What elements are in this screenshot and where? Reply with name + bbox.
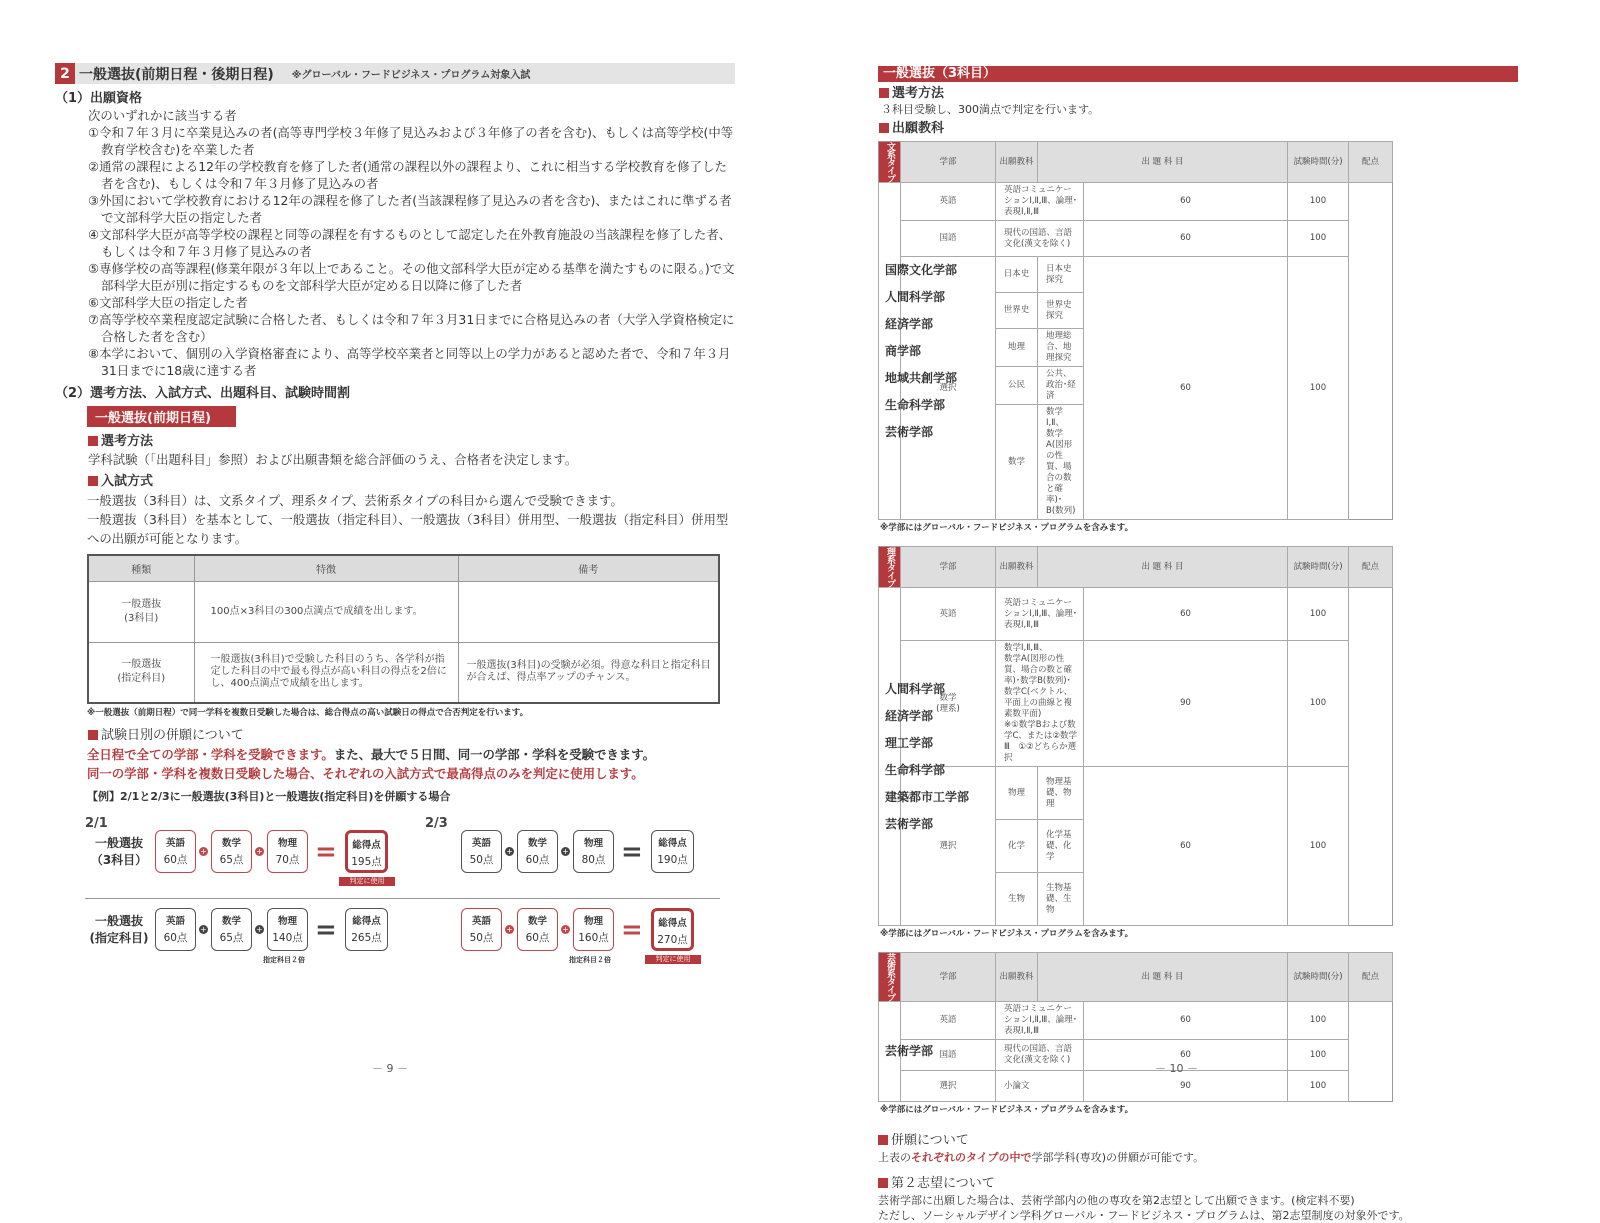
subject-cell: 数学Ⅰ,Ⅱ,Ⅲ、 数学A(図形の性質、場合の数と確率)･数学B(数列)･ 数学C(ベクトル、平面上の曲線と複素数平面) ※①数学Bおよび数学C、または②数学Ⅲ ①②どちらか選択 [996,641,1084,767]
schedule-label: 一般選抜(前期日程) [87,406,236,427]
subject-name: 物理 [277,838,297,849]
right-method-heading: 選考方法 [879,85,944,103]
col-time: 試験時間(分) [1288,547,1349,588]
qualification-heading: （1）出願資格 [55,91,143,106]
total-score: 190点 [657,854,688,866]
table-row [879,183,1393,221]
double-score-note: 指定科目２倍 [263,956,305,964]
subject-cell: 英語コミュニケーションⅠ,Ⅱ,Ⅲ、論理･表現Ⅰ,Ⅱ,Ⅲ [996,1002,1084,1040]
multi-red-2: 同一の学部・学科を複数日受験した場合、それぞれの入試方式で最高得点のみを判定に使用します。 [87,766,644,781]
subject-cell: 化学基礎、化学 [1038,820,1084,873]
points-cell: 100 [1288,767,1349,926]
plus-icon: + [506,847,513,856]
remark-cell: 一般選抜(3科目)の受験が必須。得意な科目と指定科目が合えば、得点率アップのチャンス。 [458,642,719,703]
subject-name: 数学 [221,916,241,927]
kyoka-cell: 選択 [901,767,996,926]
multi-app-heading: 併願について [878,1132,969,1150]
time-cell: 60 [1084,588,1288,641]
total-label: 総得点 [658,918,687,929]
used-for-judgement-tag: 判定に使用 [339,877,395,886]
faculty-name: 生命科学部 [885,397,946,412]
subject-score: 70点 [275,854,300,866]
type-label: 芸術系タイプ [879,953,901,1002]
sub-subject-cell: 世界史 [996,293,1038,329]
plus-icon: + [562,925,569,934]
col-time: 試験時間(分) [1288,953,1349,1002]
faculty-name: 芸術学部 [885,816,934,831]
subjects-table [878,546,1393,926]
feature-cell: 100点×3科目の300点満点で成績を出します。 [194,581,458,642]
col-kyoka: 出願教科 [996,547,1038,588]
time-cell: 90 [1084,641,1288,767]
kyoka-cell: 国語 [901,1040,996,1071]
multi-app-pre: 上表の [878,1151,911,1164]
table-row [879,641,1393,767]
used-for-judgement-tag: 判定に使用 [645,955,701,964]
subject-cell: 数学Ⅰ,Ⅱ、 数学A(図形の性質、場合の数と確率)･B(数列) [1038,405,1084,520]
method-text: 学科試験（「出題科目」参照）および出願書類を総合評価のうえ、合格者を決定します。 [88,452,578,467]
equals-icon: = [621,915,643,945]
col-type: 種類 [88,555,194,581]
plus-icon: + [256,847,263,856]
subject-name: 英語 [165,838,185,849]
points-cell: 100 [1288,183,1349,221]
total-label: 総得点 [658,838,687,849]
format-table [87,554,720,704]
multi-app-text [878,1150,1204,1165]
example-case [85,908,415,968]
right-page-content [878,141,1518,1223]
total-label: 総得点 [352,840,381,851]
faculty-name: 商学部 [885,343,922,358]
qualification-list [88,107,735,379]
subject-cell: 生物基礎、生物 [1038,873,1084,926]
subject-score: 160点 [578,932,609,944]
total-score: 270点 [657,934,688,946]
subject-name: 英語 [165,916,185,927]
subject-score-box [517,908,558,951]
subject-cell: 現代の国語、言語文化(漢文を除く) [996,221,1084,257]
faculty-name: 芸術学部 [885,1044,934,1058]
sub-subject-cell: 化学 [996,820,1038,873]
subject-score: 140点 [272,932,303,944]
second-choice-text [878,1193,1410,1223]
subject-name: 英語 [471,916,491,927]
example-date: 2/3 [425,816,448,831]
table-row [879,588,1393,641]
subject-name: 数学 [221,838,241,849]
multi-red-1: 全日程で全ての学部・学科を受験できます。 [87,747,334,762]
type-line2: (指定科目) [117,673,166,685]
type-cell [88,642,194,703]
sub-subject-cell: 公民 [996,367,1038,405]
subject-score-box [155,830,196,873]
subject-score: 60点 [525,932,550,944]
example-case [85,816,415,890]
sub-subject-cell: 生物 [996,873,1038,926]
qualification-item: ⑧本学において、個別の入学資格審査により、高等学校卒業者と同等以上の学力があると認めた者で、令和７年３月31日までに18歳に達する者 [88,346,731,378]
subject-cell: 英語コミュニケーションⅠ,Ⅱ,Ⅲ、論理･表現Ⅰ,Ⅱ,Ⅲ [996,183,1084,221]
example-case [391,816,721,890]
points-cell: 100 [1288,257,1349,520]
total-score: 195点 [351,856,382,868]
subject-cell: 公共、政治･経済 [1038,367,1084,405]
time-cell: 60 [1084,183,1288,221]
subject-cell: 日本史探究 [1038,257,1084,293]
kyoka-cell: 選択 [901,257,996,520]
col-kyoka: 出願教科 [996,142,1038,183]
subject-name: 物理 [277,916,297,927]
subject-cell: 物理基礎、物理 [1038,767,1084,820]
total-score-box [651,830,694,873]
faculty-cell [879,1002,934,1102]
col-points: 配点 [1349,142,1393,183]
kyoka-cell: 英語 [901,183,996,221]
col-points: 配点 [1349,547,1393,588]
col-kyoka: 出願教科 [996,953,1038,1002]
multi-text [87,745,655,783]
faculty-name: 生命科学部 [885,762,946,777]
time-cell: 60 [1084,1002,1288,1040]
section-header [55,63,735,84]
time-cell: 60 [1084,221,1288,257]
faculty-name: 経済学部 [885,708,934,723]
subject-name: 数学 [527,838,547,849]
example-date: 2/1 [85,816,108,831]
page-number: － 10 － [1155,1062,1198,1075]
subjects-heading: 出願教科 [879,120,944,138]
sub-subject-cell: 物理 [996,767,1038,820]
points-cell: 100 [1288,588,1349,641]
time-cell: 60 [1084,1040,1288,1071]
remark-cell [458,581,719,642]
example-case [391,908,721,968]
table-row [879,1071,1393,1102]
right-header: 一般選抜（3科目） [878,66,1518,82]
second-choice-text-2: ただし、ソーシャルデザイン学科グローバル・フードビジネス・プログラムは、第2志望制度の対象外です。 [878,1209,1410,1222]
faculty-name: 地域共創学部 [885,370,958,385]
table-row [879,1002,1393,1040]
kyoka-cell: 数学 (理系) [901,641,996,767]
type-line1: 一般選抜 [121,598,162,610]
subject-score: 50点 [469,932,494,944]
type-cell [88,581,194,642]
subjects-tables [878,141,1393,1128]
plus-icon: + [200,847,207,856]
subject-score-box [573,908,614,951]
subject-cell: 現代の国語、言語文化(漢文を除く) [996,1040,1084,1071]
format-text-2: 一般選抜（3科目）を基本として、一般選抜（指定科目）、一般選抜（3科目）併用型、一般選抜（指定科目）併用型への出願が可能となります。 [87,512,729,546]
table-header-row [879,142,1393,183]
total-score-box [651,908,694,951]
table-note: ※学部にはグローバル・フードビジネス・プログラムを含みます。 [880,1105,1134,1115]
col-faculty: 学部 [901,547,996,588]
subject-name: 数学 [527,916,547,927]
kyoka-cell: 国語 [901,221,996,257]
table-row [88,581,719,642]
plus-icon: + [256,925,263,934]
subject-score-box [461,830,502,873]
method-line1: 一般選抜 [94,836,143,850]
kyoka-cell: 英語 [901,588,996,641]
qualification-items [88,124,735,379]
subject-score: 60点 [163,854,188,866]
second-choice-text-1: 芸術学部に出願した場合は、芸術学部内の他の専攻を第2志望として出願できます。(検定料不要) [878,1194,1355,1207]
equals-icon: = [315,837,337,867]
format-text [87,491,735,548]
qualification-lead: 次のいずれかに該当する者 [88,108,237,123]
subject-score-box [211,830,252,873]
table-note: ※一般選抜（前期日程）で同一学科を複数日受験した場合は、総合得点の高い試験日の得点で合否判定を行います。 [87,708,529,718]
faculty-name: 芸術学部 [885,424,934,439]
subject-score: 65点 [219,932,244,944]
table-header-row [879,953,1393,1002]
method-heading: 選考方法 [88,433,153,451]
qualification-item: ⑦高等学校卒業程度認定試験に合格した者、もしくは令和７年３月31日までに合格見込みの者（大学入学資格検定に合格した者を含む） [88,312,735,344]
subject-cell: 世界史探究 [1038,293,1084,329]
faculty-name: 国際文化学部 [885,262,958,277]
subject-score-box [211,908,252,951]
qualification-item: ④文部科学大臣が高等学校の課程と同等の課程を有するものとして認定した在外教育施設の当該課程を修了した者、もしくは令和７年３月修了見込みの者 [88,227,732,259]
feature-cell: 一般選抜(3科目)で受験した科目のうち、各学科が指定した科目の中で最も得点が高い科目の得点を2倍にし、400点満点で成績を出します。 [194,642,458,703]
col-kamoku: 出 題 科 目 [1038,142,1288,183]
method-label [85,913,153,947]
section-note: ※グローバル・フードビジネス・プログラム対象入試 [291,70,531,81]
format-text-1: 一般選抜（3科目）は、文系タイプ、理系タイプ、芸術系タイプの科目から選んで受験できます。 [87,493,623,508]
faculty-name: 理工学部 [885,735,934,750]
plus-icon: + [506,925,513,934]
type-label: 文系タイプ [879,142,901,183]
total-score-box [345,908,388,951]
subject-cell: 英語コミュニケーションⅠ,Ⅱ,Ⅲ、論理･表現Ⅰ,Ⅱ,Ⅲ [996,588,1084,641]
example-diagram [55,808,735,964]
points-cell: 100 [1288,641,1349,767]
subject-score-box [155,908,196,951]
qualification-item: ①令和７年３月に卒業見込みの者(高等専門学校３年修了見込みおよび３年修了の者を含む)、もしくは高等学校(中等教育学校含む)を卒業した者 [88,125,734,157]
kyoka-cell: 選択 [901,1071,996,1102]
table-note: ※学部にはグローバル・フードビジネス・プログラムを含みます。 [880,523,1134,533]
subject-cell: 小論文 [996,1071,1084,1102]
subjects-table [878,952,1393,1102]
format-heading: 入試方式 [88,473,153,491]
time-cell: 60 [1084,257,1288,520]
plus-icon: + [562,847,569,856]
subject-score: 60点 [163,932,188,944]
multi-app-red: それぞれのタイプの中で [911,1151,1032,1164]
sub-subject-cell: 数学 [996,405,1038,520]
example-divider [85,898,720,899]
subject-score: 65点 [219,854,244,866]
sub-subject-cell: 地理 [996,329,1038,367]
subjects-table [878,141,1393,520]
method-line1: 一般選抜 [94,914,143,928]
time-cell: 90 [1084,1071,1288,1102]
subject-score: 60点 [525,854,550,866]
col-points: 配点 [1349,953,1393,1002]
subject-cell: 地理総合、地理探究 [1038,329,1084,367]
col-faculty: 学部 [901,953,996,1002]
col-feature: 特徴 [194,555,458,581]
total-score-box [345,830,388,873]
example-title: 【例】2/1と2/3に一般選抜(3科目)と一般選抜(指定科目)を併願する場合 [87,790,451,803]
left-page-content [55,90,735,964]
faculty-name: 経済学部 [885,316,934,331]
method-line2: (指定科目) [89,931,149,945]
qualification-item: ⑤専修学校の高等課程(修業年限が３年以上であること。その他文部科学大臣が定める基準を満たすものに限る。)で文部科学大臣が別に指定するものを文部科学大臣が定める日以降に修了した者 [88,261,735,293]
qualification-item: ②通常の課程による12年の学校教育を修了した者(通常の課程以外の課程より、これに相当する学校教育を修了した者を含む)、もしくは令和７年３月修了見込みの者 [88,159,727,191]
col-faculty: 学部 [901,142,996,183]
page-number: － 9 － [372,1062,408,1075]
qualification-item: ③外国において学校教育における12年の課程を修了した者(当該課程修了見込みの者を含む)、またはこれに準ずる者で文部科学大臣の指定した者 [88,193,732,225]
section2-heading: （2）選考方法、入試方式、出題科目、試験時間割 [55,386,351,401]
col-remark: 備考 [458,555,719,581]
subject-score-box [267,908,308,951]
equals-icon: = [315,915,337,945]
double-score-note: 指定科目２倍 [569,956,611,964]
kyoka-cell: 英語 [901,1002,996,1040]
method-line2: （3科目） [90,853,148,867]
subject-score-box [573,830,614,873]
section-title: 一般選抜(前期日程・後期日程) [79,66,274,83]
col-kamoku: 出 題 科 目 [1038,547,1288,588]
multi-text-1: また、最大で５日間、同一の学部・学科を受験できます。 [333,747,655,762]
equals-icon: = [621,837,643,867]
method-label [85,835,153,869]
table-row [879,1040,1393,1071]
multi-heading: 試験日別の併願について [88,727,244,745]
section-number: 2 [55,63,75,84]
time-cell: 60 [1084,767,1288,926]
subject-name: 物理 [583,838,603,849]
subject-name: 英語 [471,838,491,849]
plus-icon: + [200,925,207,934]
sub-subject-cell: 日本史 [996,257,1038,293]
table-row [879,221,1393,257]
total-label: 総得点 [352,916,381,927]
type-label: 理系タイプ [879,547,901,588]
type-line1: 一般選抜 [121,659,162,671]
subject-score: 50点 [469,854,494,866]
points-cell: 100 [1288,1040,1349,1071]
second-choice-heading: 第２志望について [878,1175,995,1193]
faculty-name: 人間科学部 [885,681,946,696]
qualification-item: ⑥文部科学大臣の指定した者 [88,295,248,310]
faculty-name: 人間科学部 [885,289,946,304]
faculty-name: 建築都市工学部 [885,789,970,804]
subject-score: 80点 [581,854,606,866]
multi-app-post: 学部学科(専攻)の併願が可能です。 [1031,1151,1205,1164]
subject-score-box [267,830,308,873]
table-row [88,642,719,703]
subject-name: 物理 [583,916,603,927]
table-note: ※学部にはグローバル・フードビジネス・プログラムを含みます。 [880,929,1134,939]
col-time: 試験時間(分) [1288,142,1349,183]
total-score: 265点 [351,932,382,944]
col-kamoku: 出 題 科 目 [1038,953,1288,1002]
points-cell: 100 [1288,1002,1349,1040]
points-cell: 100 [1288,1071,1349,1102]
points-cell: 100 [1288,221,1349,257]
subject-score-box [461,908,502,951]
table-header-row [879,547,1393,588]
type-line2: (3科目) [124,612,159,624]
subject-score-box [517,830,558,873]
right-method-text: ３科目受験し、300満点で判定を行います。 [881,103,1100,116]
